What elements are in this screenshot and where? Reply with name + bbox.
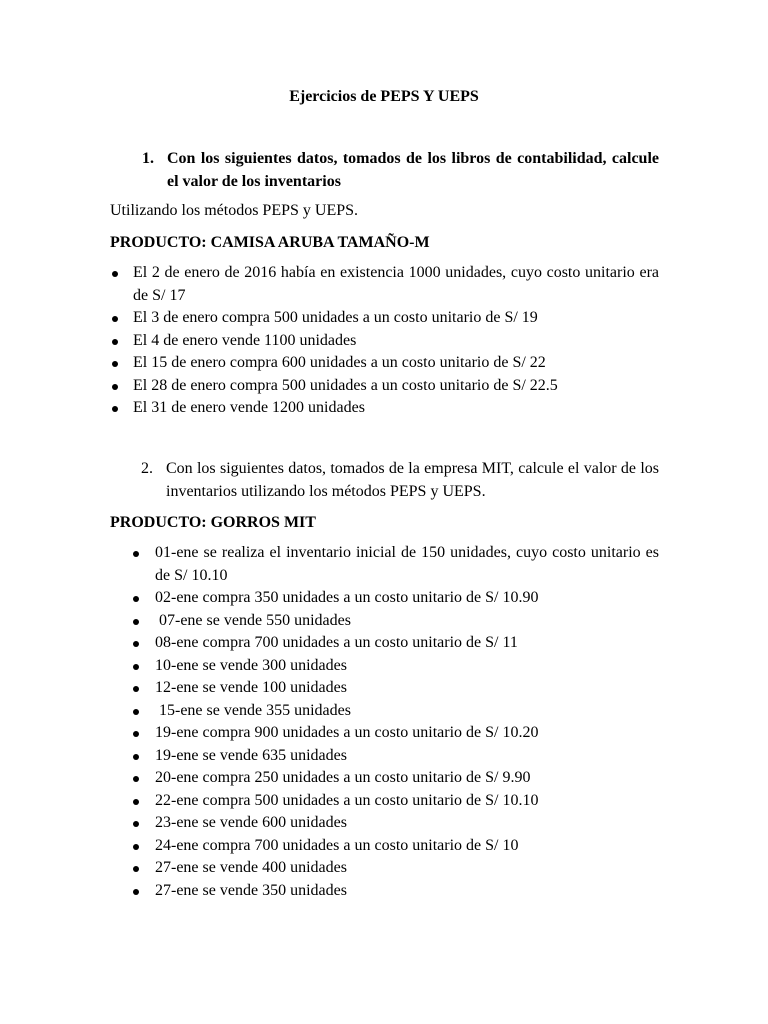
bullet-icon [133, 619, 139, 625]
list-item: 19-ene se vende 635 unidades [155, 745, 659, 768]
list-item: 27-ene se vende 350 unidades [155, 880, 659, 903]
bullet-icon [133, 866, 139, 872]
list-item: 24-ene compra 700 unidades a un costo unitario de S/ 10 [155, 835, 659, 858]
list-item: 07-ene se vende 550 unidades [155, 610, 659, 633]
list-item: 15-ene se vende 355 unidades [155, 700, 659, 723]
bullet-icon [133, 754, 139, 760]
list-item: El 31 de enero vende 1200 unidades [133, 397, 659, 420]
bullet-icon [112, 384, 118, 390]
bullet-icon [112, 316, 118, 322]
question-2-number: 2. [141, 460, 153, 477]
methods-intro: Utilizando los métodos PEPS y UEPS. [110, 202, 359, 219]
bullet-icon [133, 776, 139, 782]
list-item: El 3 de enero compra 500 unidades a un costo unitario de S/ 19 [133, 307, 659, 330]
list-item: 22-ene compra 500 unidades a un costo unitario de S/ 10.10 [155, 790, 659, 813]
list-item: 08-ene compra 700 unidades a un costo unitario de S/ 11 [155, 632, 659, 655]
list-item: 27-ene se vende 400 unidades [155, 857, 659, 880]
list-item: 12-ene se vende 100 unidades [155, 677, 659, 700]
bullet-icon [133, 596, 139, 602]
list-item: 01-ene se realiza el inventario inicial de 150 unidades, cuyo costo unitario es de S/ 10.10 [155, 542, 659, 587]
question-1 [142, 148, 659, 193]
bullet-icon [133, 664, 139, 670]
bullet-icon [112, 339, 118, 345]
bullet-icon [133, 731, 139, 737]
list-item: 10-ene se vende 300 unidades [155, 655, 659, 678]
bullet-icon [133, 844, 139, 850]
product-1-heading: PRODUCTO: CAMISA ARUBA TAMAÑO-M [110, 234, 430, 251]
list-item: 20-ene compra 250 unidades a un costo unitario de S/ 9.90 [155, 767, 659, 790]
bullet-icon [133, 551, 139, 557]
question-2-text: Con los siguientes datos, tomados de la empresa MIT, calcule el valor de los inventarios utilizando los métodos PEPS y UEPS. [166, 460, 659, 500]
question-2 [141, 458, 659, 503]
question-1-text: Con los siguientes datos, tomados de los libros de contabilidad, calcule el valor de los inventarios [167, 150, 659, 190]
bullet-icon [112, 361, 118, 367]
product-2-heading: PRODUCTO: GORROS MIT [110, 514, 316, 531]
bullet-icon [133, 799, 139, 805]
bullet-icon [133, 889, 139, 895]
bullet-icon [133, 686, 139, 692]
bullet-icon [133, 821, 139, 827]
list-item: El 28 de enero compra 500 unidades a un costo unitario de S/ 22.5 [133, 375, 659, 398]
bullet-icon [133, 641, 139, 647]
list-item: 02-ene compra 350 unidades a un costo unitario de S/ 10.90 [155, 587, 659, 610]
question-1-number: 1. [142, 150, 154, 167]
list-item: 23-ene se vende 600 unidades [155, 812, 659, 835]
list-item: El 4 de enero vende 1100 unidades [133, 330, 659, 353]
page-title: Ejercicios de PEPS Y UEPS [289, 88, 479, 105]
bullet-icon [112, 406, 118, 412]
product-1-list [133, 262, 659, 420]
bullet-icon [133, 709, 139, 715]
list-item: 19-ene compra 900 unidades a un costo unitario de S/ 10.20 [155, 722, 659, 745]
list-item: El 2 de enero de 2016 había en existencia 1000 unidades, cuyo costo unitario era de S/ 17 [133, 262, 659, 307]
list-item: El 15 de enero compra 600 unidades a un costo unitario de S/ 22 [133, 352, 659, 375]
product-2-list [155, 542, 659, 902]
bullet-icon [112, 271, 118, 277]
